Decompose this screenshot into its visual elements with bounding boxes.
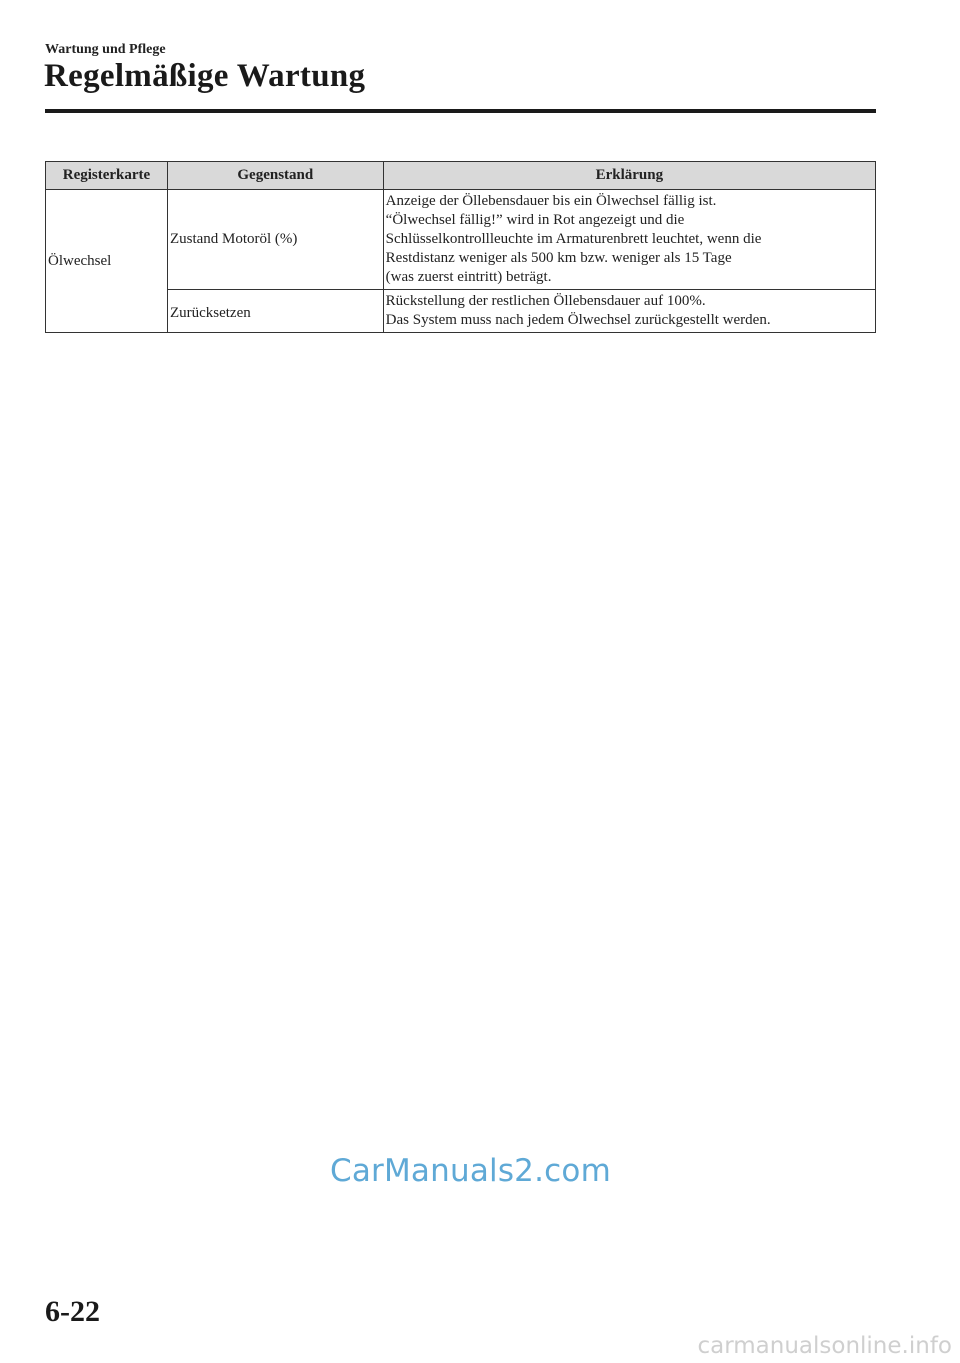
table-row bbox=[46, 190, 876, 290]
table-row bbox=[46, 290, 876, 333]
item-cell: Zustand Motoröl (%) bbox=[167, 190, 383, 290]
watermark-logo: CarManuals2.com bbox=[330, 1153, 611, 1189]
page-number: 6-22 bbox=[45, 1295, 100, 1328]
section-label: Wartung und Pflege bbox=[45, 42, 166, 57]
tab-cell: Ölwechsel bbox=[46, 190, 168, 333]
explanation-cell bbox=[383, 290, 875, 333]
explanation-line: Restdistanz weniger als 500 km bzw. weniger als 15 Tage bbox=[385, 250, 732, 266]
footer-watermark: carmanualsonline.info bbox=[697, 1333, 952, 1359]
explanation-line: Schlüsselkontrollleuchte im Armaturenbrett leuchtet, wenn die bbox=[385, 231, 762, 247]
title-rule bbox=[45, 109, 876, 113]
oil-change-table bbox=[45, 161, 876, 333]
explanation-line: Das System muss nach jedem Ölwechsel zurückgestellt werden. bbox=[385, 312, 771, 328]
explanation-line: “Ölwechsel fällig!” wird in Rot angezeigt und die bbox=[385, 212, 685, 228]
item-cell: Zurücksetzen bbox=[167, 290, 383, 333]
column-header-tab: Registerkarte bbox=[46, 162, 168, 190]
explanation-line: (was zuerst eintritt) beträgt. bbox=[385, 269, 552, 285]
explanation-line: Rückstellung der restlichen Öllebensdauer auf 100%. bbox=[385, 293, 706, 309]
explanation-cell bbox=[383, 190, 875, 290]
explanation-line: Anzeige der Öllebensdauer bis ein Ölwechsel fällig ist. bbox=[385, 193, 717, 209]
table-header-row bbox=[46, 162, 876, 190]
column-header-item: Gegenstand bbox=[167, 162, 383, 190]
page-title: Regelmäßige Wartung bbox=[44, 58, 366, 94]
column-header-explanation: Erklärung bbox=[383, 162, 875, 190]
